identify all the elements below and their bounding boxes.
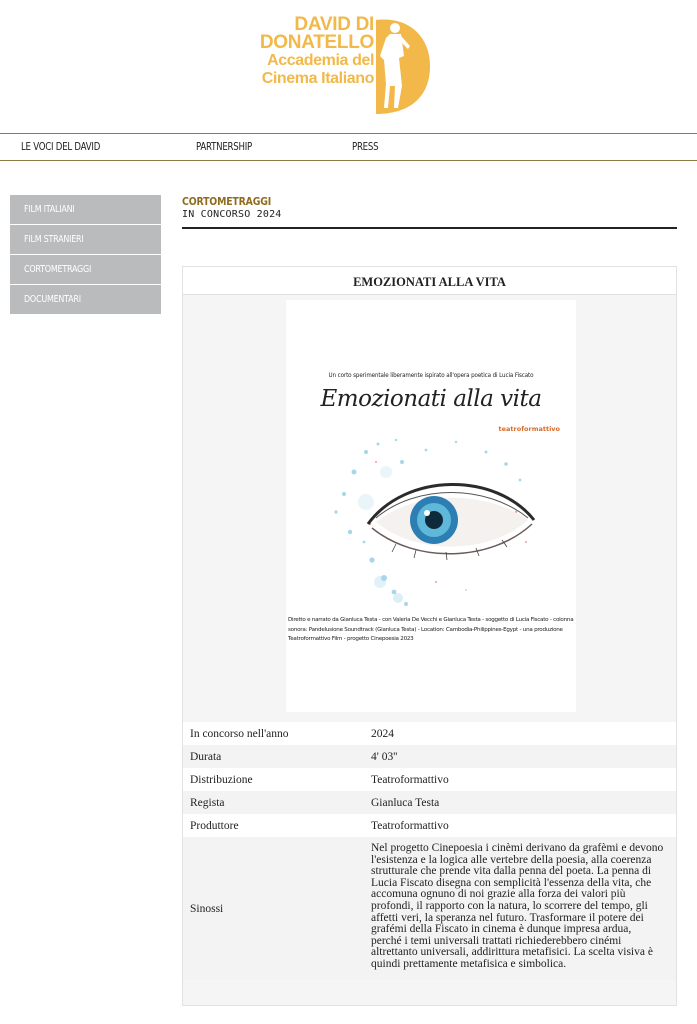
table-row [183,837,676,980]
david-statue-logo-icon [368,16,432,116]
logo-line-1: DAVID DI [294,14,374,35]
detail-key: In concorso nell'anno [190,728,289,740]
table-row [183,745,676,768]
table-row [183,791,676,814]
sidebar-item-documentari[interactable] [10,285,161,314]
table-row [183,814,676,837]
section-subtitle: IN CONCORSO 2024 [182,209,282,220]
section-heading [182,195,677,229]
logo-line-2: DONATELLO [259,32,374,53]
nav-press[interactable]: PRESS [352,141,379,153]
logo-line-3: Accademia del [267,52,374,69]
nav-partnership[interactable]: PARTNERSHIP [196,141,252,153]
sidebar-item-label: CORTOMETRAGGI [24,264,92,275]
detail-value: Teatroformattivo [371,820,449,832]
poster-eye-artwork [306,432,556,617]
detail-value: Nel progetto Cinepoesia i cinèmi derivano da grafèmi e devono l'esistenza e la logica alle vertebre della poesia, alla coerenza strutturale che prende vita dalla penna del poeta. La penna di Lucia Fiscato disegna con semplicità l'essenza della vita, che accomuna ognuno di noi grazie alla forza dei valori più profondi, il rapporto con la natura, lo scorrere del tempo, gli affetti veri, la speranza nel futuro. Trasformare il potere dei grafémi della Fiscato in cinema è dunque impresa ardua, perché i temi universali trattati richiederebbero cinémi altrettanto universali, addirittura metafisici. La scelta visiva è quindi prettamente metafisica e simbolica. [371,842,664,970]
poster-intro-text: Un corto sperimentale liberamente ispirato all'opera poetica di Lucia Fiscato [328,372,534,379]
detail-key: Sinossi [190,902,224,915]
nav-le-voci-del-david[interactable]: LE VOCI DEL DAVID [21,141,101,153]
sidebar-item-label: DOCUMENTARI [24,294,81,305]
logo-wordmark [250,16,374,88]
detail-value: Teatroformattivo [371,774,449,786]
film-details-table [183,722,676,980]
poster-title: Emozionati alla vita [320,386,542,412]
top-navigation [0,133,697,161]
table-row [183,722,676,745]
sidebar-item-label: FILM ITALIANI [24,204,75,215]
site-header [0,0,697,133]
detail-key: Distribuzione [190,774,253,786]
detail-value: Gianluca Testa [371,797,440,809]
detail-value: 4' 03'' [371,751,398,763]
film-title: EMOZIONATI ALLA VITA [183,267,676,295]
detail-key: Produttore [190,820,239,832]
film-poster [286,300,576,712]
detail-key: Regista [190,797,225,809]
sidebar-item-cortometraggi[interactable] [10,255,161,284]
poster-credits: Diretto e narrato da Gianluca Testa - con Valeria De Vecchi e Gianluca Testa - soggetto di Lucia Fiscato - colonna sonora: Pandelusione Soundtrack (Gianluca Testa) - Location: Cambodia-Philippines-Egypt - una produzione Teatroformattivo Film - progetto Cinepoesia 2023 [288,617,574,642]
poster-brand: teatroformattivo [498,425,560,433]
logo-line-4: Cinema Italiano [261,70,374,87]
sidebar-item-film-italiani[interactable] [10,195,161,224]
category-sidebar [10,195,161,315]
sidebar-item-label: FILM STRANIERI [24,234,84,245]
section-title: CORTOMETRAGGI [182,195,272,208]
film-card [182,266,677,1006]
detail-key: Durata [190,751,222,763]
sidebar-item-film-stranieri[interactable] [10,225,161,254]
detail-value: 2024 [371,728,394,740]
table-row [183,768,676,791]
